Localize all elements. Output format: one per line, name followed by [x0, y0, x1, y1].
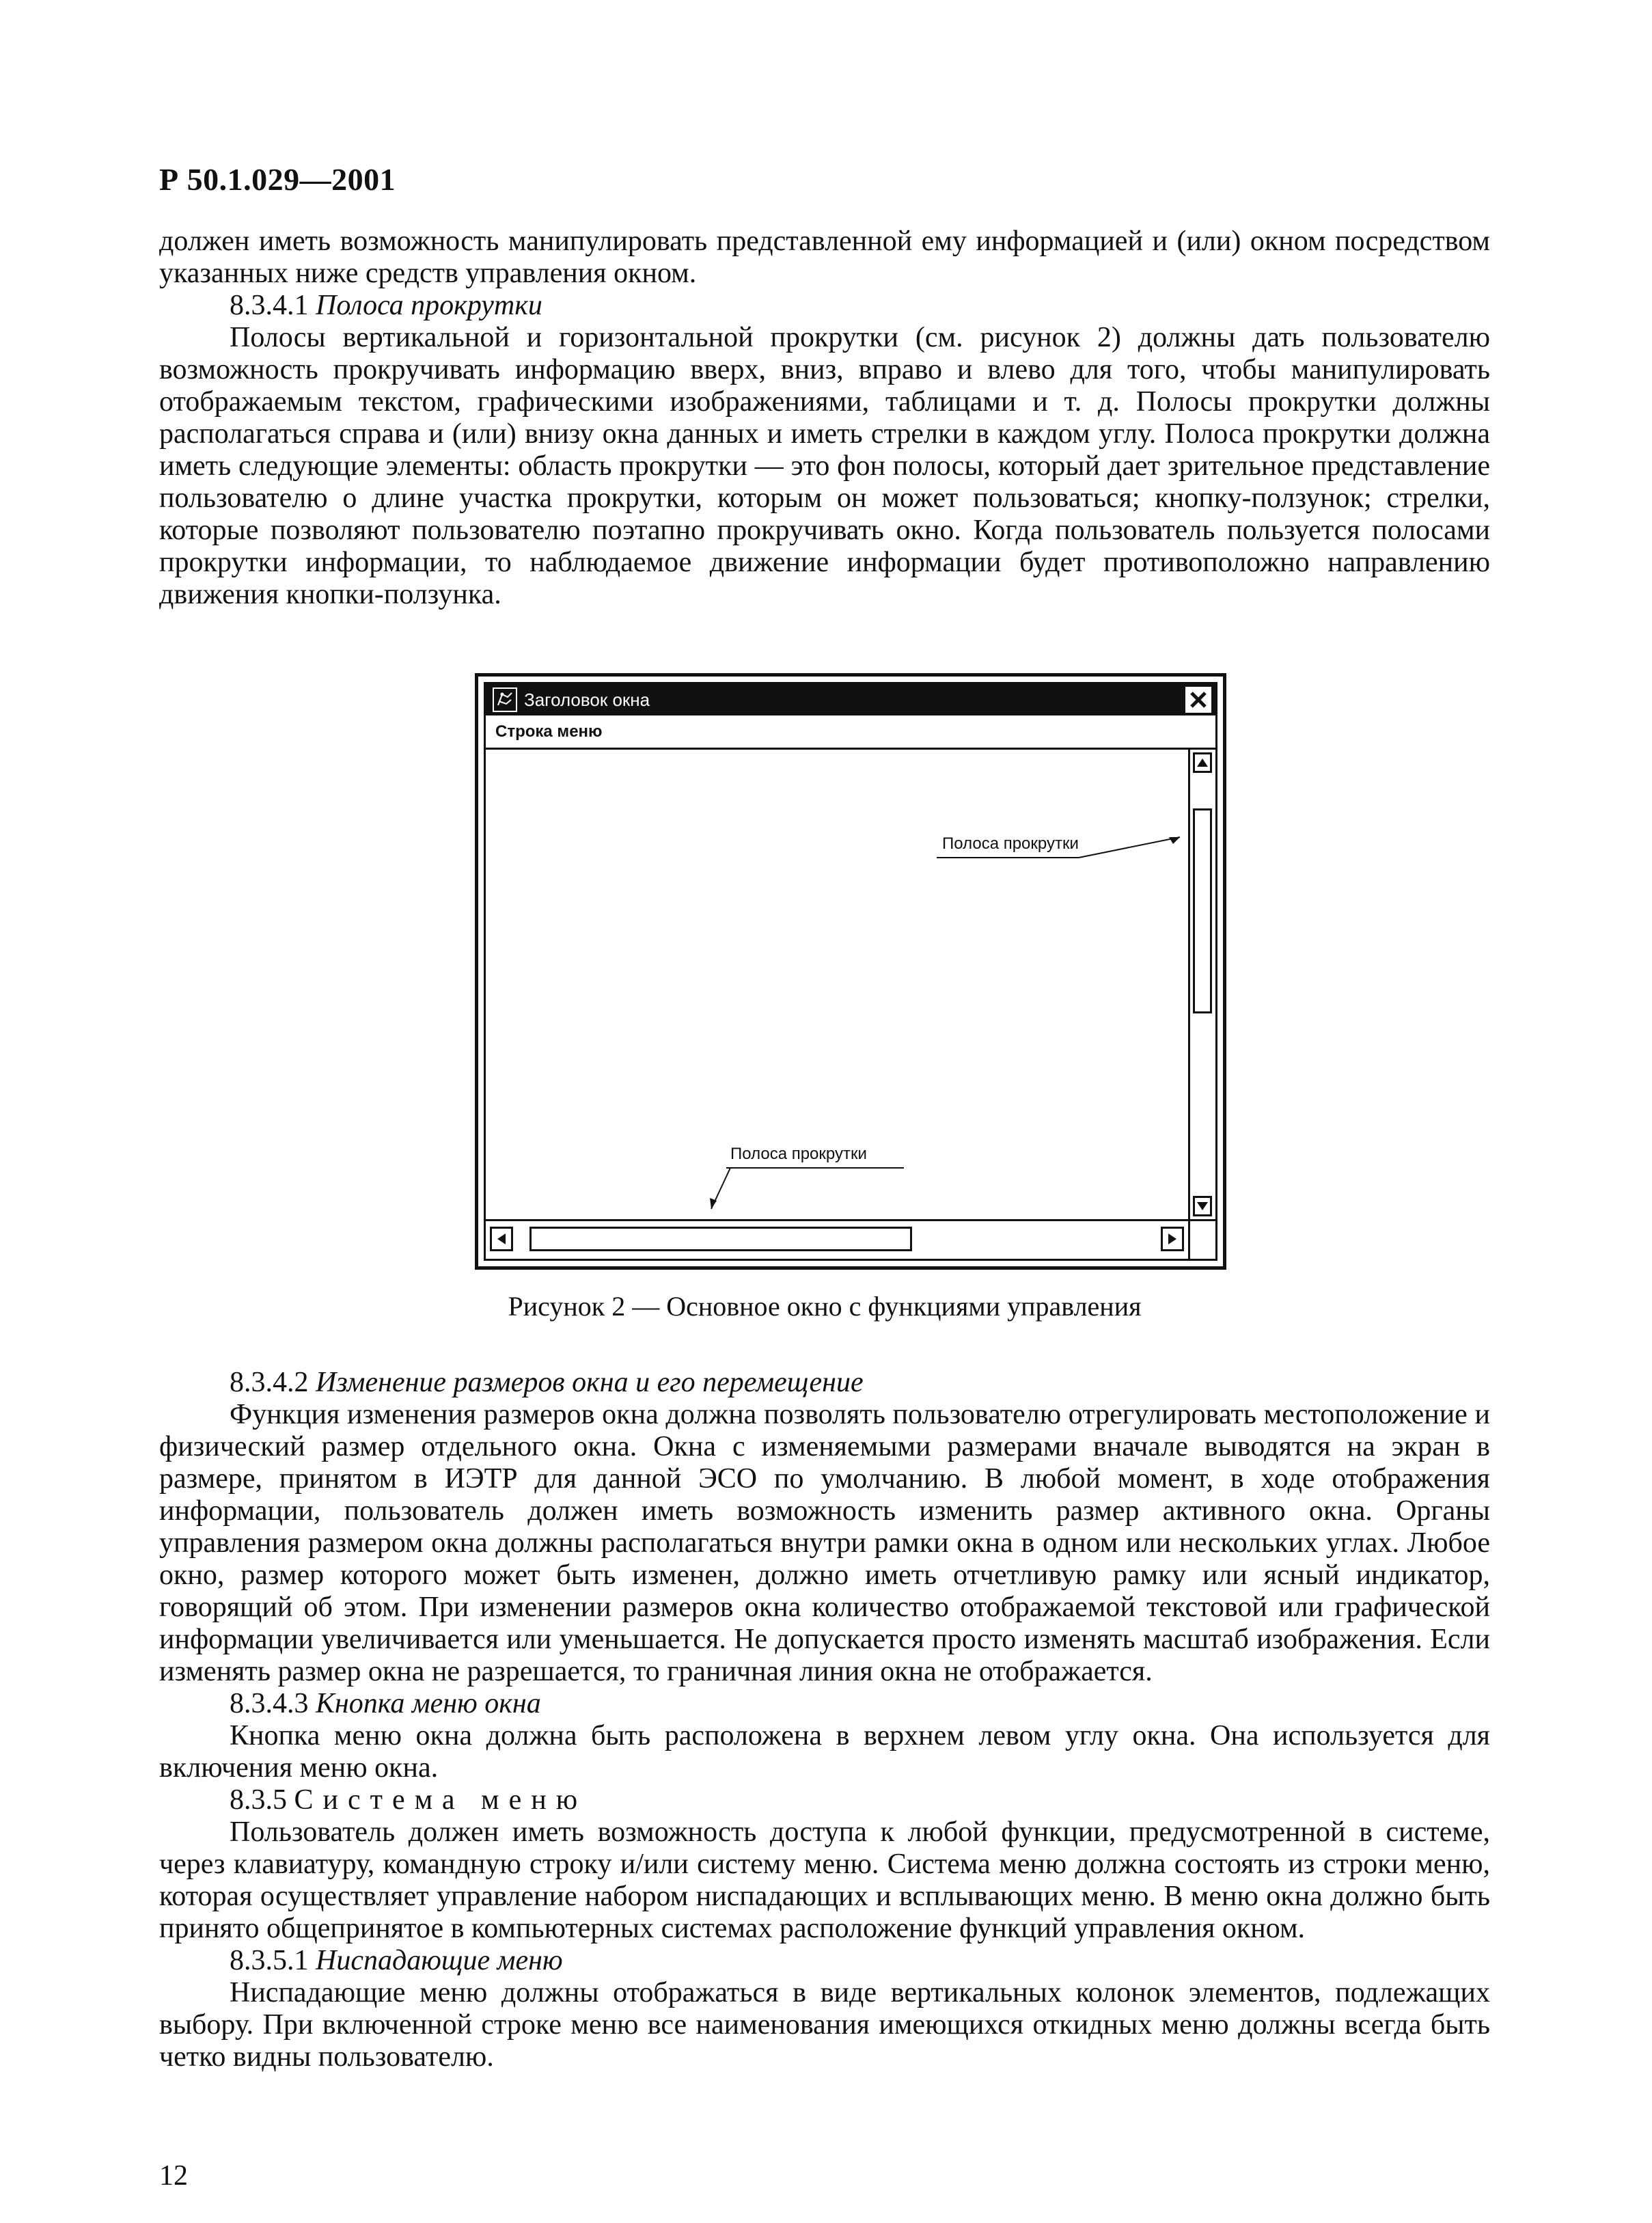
section-title: Система меню: [294, 1784, 588, 1816]
section-title: Кнопка меню окна: [316, 1688, 541, 1719]
section-title: Полоса прокрутки: [316, 290, 542, 321]
size-grip-corner[interactable]: [1188, 1219, 1215, 1259]
document-code: Р 50.1.029—2001: [159, 162, 396, 197]
scroll-left-button[interactable]: [490, 1227, 513, 1251]
window-title: Заголовок окна: [524, 689, 650, 710]
window-menu-icon[interactable]: [493, 687, 517, 712]
section-number: 8.3.5: [230, 1784, 287, 1816]
scroll-up-button[interactable]: [1193, 752, 1212, 773]
scroll-right-button[interactable]: [1161, 1227, 1184, 1251]
window-titlebar[interactable]: [486, 684, 1215, 715]
window-frame: [484, 682, 1217, 1261]
arrow-up-icon: [1196, 758, 1209, 767]
horizontal-scroll-thumb[interactable]: [529, 1227, 912, 1251]
callout-vertical-scrollbar: Полоса прокрутки: [942, 834, 1079, 853]
arrow-right-icon: [1168, 1233, 1177, 1245]
section-heading-8-3-5: [159, 1784, 1490, 1816]
section-heading-8-3-4-2: [159, 1367, 1490, 1399]
page-number: 12: [159, 2160, 188, 2192]
section-heading-8-3-4-3: [159, 1688, 1490, 1720]
section-body-8-3-4-1: Полосы вертикальной и горизонтальной прокрутки (см. рисунок 2) должны дать пользователю возможность прокручивать информацию вверх, вниз, вправо и влево для того, чтобы манипулировать отображаемым текстом, графическими изображениями, таблицами и т. д. Полосы прокрутки должны располагаться справа и (или) внизу окна данных и иметь стрелки в каждом углу. Полоса прокрутки должна иметь следующие элементы: область прокрутки — это фон полосы, который дает зрительное представление пользователю о длине участка прокрутки, которым он может пользоваться; кнопку-ползунок; стрелки, которые позволяют пользователю поэтапно прокручивать окно. Когда пользователь пользуется полосами прокрутки информации, то наблюдаемое движение информации будет противоположно направлению движения кнопки-ползунка.: [159, 322, 1490, 610]
section-heading-8-3-5-1: [159, 1945, 1490, 1977]
section-body-8-3-5-1: Ниспадающие меню должны отображаться в виде вертикальных колонок элементов, подлежащих выбору. При включенной строке меню все наименования имеющихся откидных меню должны всегда быть четко видны пользователю.: [159, 1977, 1490, 2073]
arrow-down-icon: [1196, 1201, 1209, 1211]
scroll-down-button[interactable]: [1193, 1196, 1212, 1216]
vertical-scroll-thumb[interactable]: [1193, 808, 1212, 1013]
close-icon: [1188, 690, 1209, 710]
upper-text-block: [159, 226, 1490, 611]
menu-bar-label: Строка меню: [495, 722, 603, 741]
section-body-8-3-4-3: Кнопка меню окна должна быть расположена в верхнем левом углу окна. Она используется для включения меню окна.: [159, 1720, 1490, 1784]
figure-main-window: [475, 673, 1226, 1270]
section-heading-8-3-4-1: [159, 290, 1490, 322]
section-number: 8.3.4.1: [230, 290, 309, 321]
horizontal-scrollbar[interactable]: [486, 1219, 1215, 1259]
lower-text-block: [159, 1367, 1490, 2073]
section-title: Изменение размеров окна и его перемещение: [316, 1367, 864, 1398]
section-body-8-3-4-2: Функция изменения размеров окна должна позволять пользователю отрегулировать местоположение и физический размер отдельного окна. Окна с изменяемыми размерами вначале выводятся на экран в размере, принятом в ИЭТР для данной ЭСО по умолчанию. В любой момент, в ходе отображения информации, пользователь должен иметь возможность изменить размер активного окна. Органы управления размером окна должны располагаться внутри рамки окна в одном или нескольких углах. Любое окно, размер которого может быть изменен, должно иметь отчетливую рамку или ясный индикатор, говорящий об этом. При изменении размеров окна количество отображаемой текстовой или графической информации увеличивается или уменьшается. Не допускается просто изменять масштаб изображения. Если изменять размер окна не разрешается, то граничная линия окна не отображается.: [159, 1399, 1490, 1687]
intro-paragraph: должен иметь возможность манипулировать представленной ему информацией и (или) окном посредством указанных ниже средств управления окном.: [159, 226, 1490, 289]
section-body-8-3-5: Пользователь должен иметь возможность доступа к любой функции, предусмотренной в системе, через клавиатуру, командную строку и/или систему меню. Система меню должна состоять из строки меню, которая осуществляет управление набором ниспадающих и всплывающих меню. В меню окна должно быть принято общепринятое в компьютерных системах расположение функций управления окном.: [159, 1816, 1490, 1944]
arrow-left-icon: [497, 1233, 506, 1245]
vertical-scrollbar[interactable]: [1188, 750, 1215, 1219]
close-button[interactable]: [1185, 687, 1211, 713]
callout-leader-lines: [486, 750, 1217, 1269]
menu-bar[interactable]: [486, 715, 1215, 750]
section-number: 8.3.5.1: [230, 1945, 309, 1976]
section-title: Ниспадающие меню: [316, 1945, 563, 1976]
section-number: 8.3.4.2: [230, 1367, 309, 1398]
window-client-area: [486, 750, 1215, 1259]
callout-horizontal-scrollbar: Полоса прокрутки: [730, 1145, 867, 1163]
section-number: 8.3.4.3: [230, 1688, 309, 1719]
figure-caption: Рисунок 2 — Основное окно с функциями управления: [508, 1291, 1142, 1322]
